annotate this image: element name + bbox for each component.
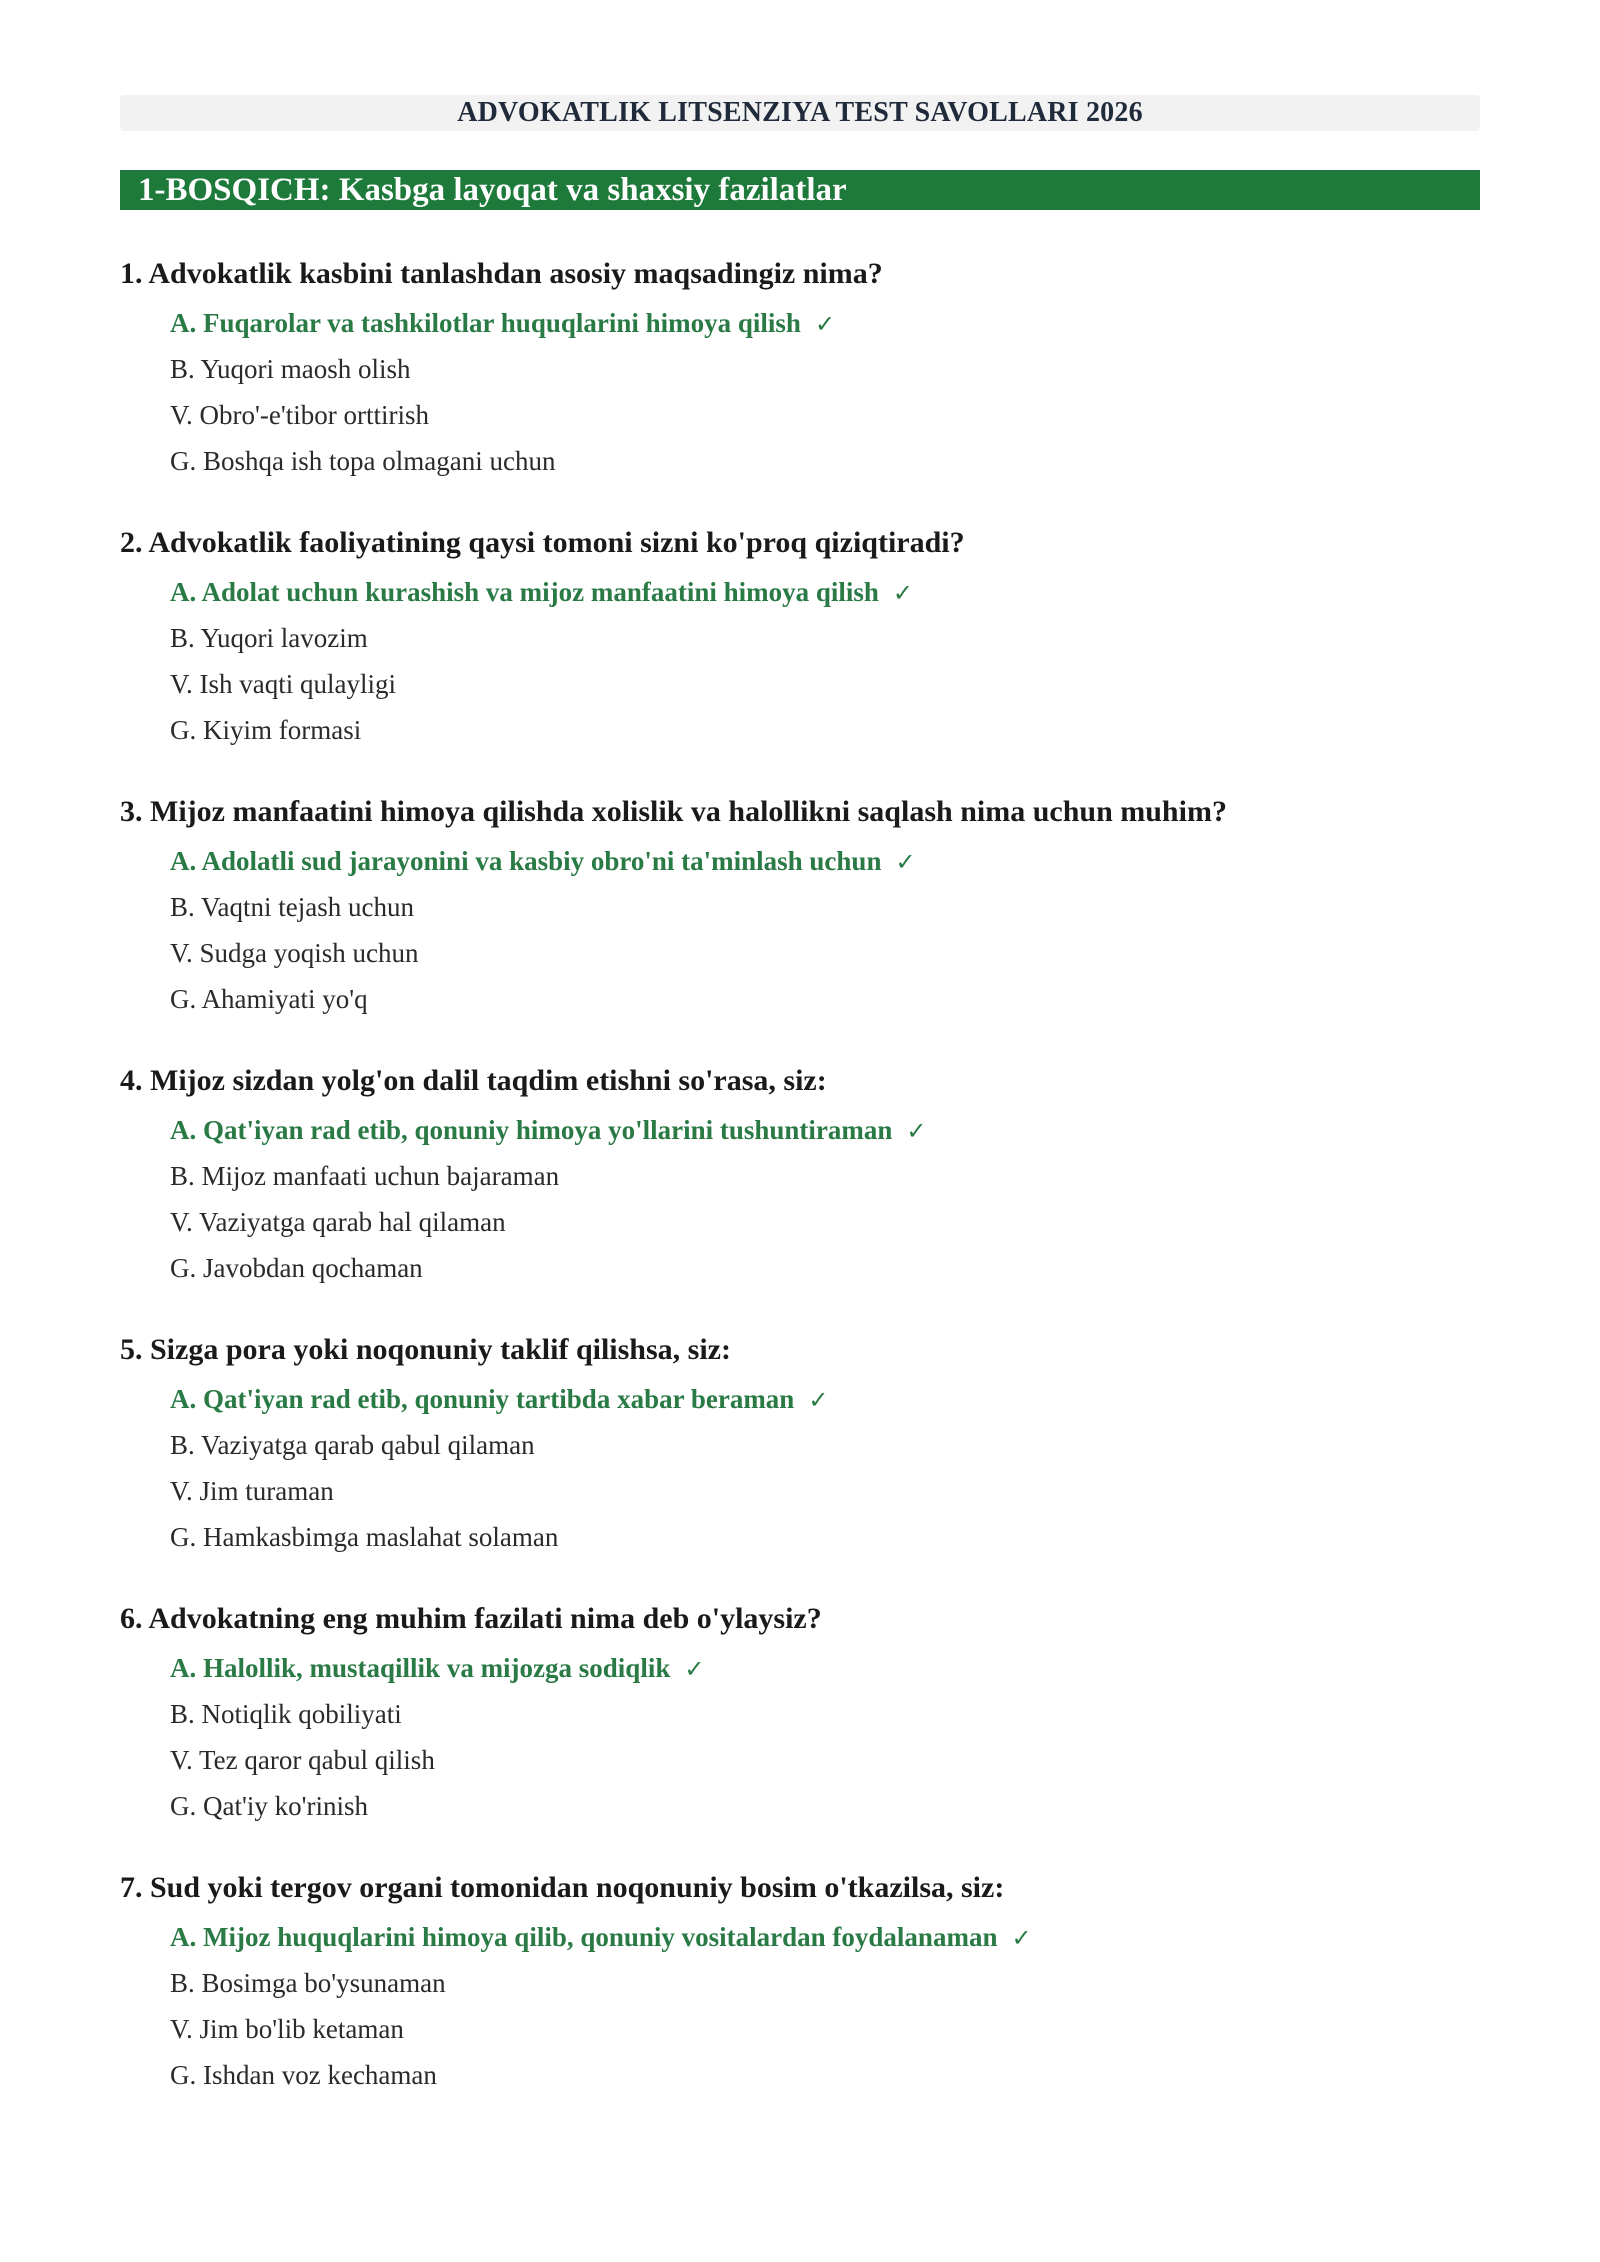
answer-option [170,346,1480,392]
answer-option-label: A. Adolatli sud jarayonini va kasbiy obro'ni ta'minlash uchun [170,846,882,876]
answer-option [170,1199,1480,1245]
answer-option-label: G. Hamkasbimga maslahat solaman [170,1522,559,1552]
answer-option-label: A. Qat'iyan rad etib, qonuniy tartibda xabar beraman [170,1384,795,1414]
answer-option-correct [170,300,1480,346]
document-title: ADVOKATLIK LITSENZIYA TEST SAVOLLARI 2026 [120,95,1480,131]
answer-option-correct [170,1914,1480,1960]
checkmark-icon: ✓ [892,579,914,607]
answer-option [170,1153,1480,1199]
answer-option-label: V. Sudga yoqish uchun [170,938,419,968]
answer-option-label: B. Mijoz manfaati uchun bajaraman [170,1161,560,1191]
answer-option-label: A. Mijoz huquqlarini himoya qilib, qonuniy vositalardan foydalanaman [170,1922,998,1952]
question-text: 3. Mijoz manfaatini himoya qilishda xolislik va halollikni saqlash nima uchun muhim? [120,795,1227,828]
answer-option-correct [170,1376,1480,1422]
answer-option [170,1783,1480,1829]
question-block [120,1599,1480,1868]
answer-option [170,2052,1480,2098]
answer-option-label: B. Vaqtni tejash uchun [170,892,414,922]
answer-option-label: A. Qat'iyan rad etib, qonuniy himoya yo'llarini tushuntiraman [170,1115,893,1145]
answer-option [170,976,1480,1022]
answer-option-label: A. Fuqarolar va tashkilotlar huquqlarini himoya qilish [170,308,801,338]
question-block [120,792,1480,1061]
answer-option-label: V. Jim turaman [170,1476,334,1506]
answer-option-label: B. Bosimga bo'ysunaman [170,1968,446,1998]
answer-option [170,1691,1480,1737]
question-list [120,254,1480,2137]
answer-option-correct [170,838,1480,884]
checkmark-icon: ✓ [1011,1924,1032,1952]
answer-option [170,707,1480,753]
answer-option-label: B. Notiqlik qobiliyati [170,1699,402,1729]
answer-option [170,392,1480,438]
answer-option [170,1514,1480,1560]
answer-option-correct [170,1645,1480,1691]
answer-option [170,930,1480,976]
answer-option-label: V. Jim bo'lib ketaman [170,2014,404,2044]
answer-option-label: G. Boshqa ish topa olmagani uchun [170,446,556,476]
answer-option-label: G. Ishdan voz kechaman [170,2060,437,2090]
question-block [120,523,1480,792]
answer-option-label: G. Ahamiyati yo'q [170,984,368,1014]
answer-option-label: G. Javobdan qochaman [170,1253,423,1283]
answer-option-label: V. Tez qaror qabul qilish [170,1745,435,1775]
checkmark-icon: ✓ [814,310,836,338]
answer-option [170,1468,1480,1514]
answer-option [170,661,1480,707]
answer-option [170,884,1480,930]
answer-option [170,2006,1480,2052]
answer-option [170,1422,1480,1468]
checkmark-icon: ✓ [808,1386,829,1414]
answer-option-label: A. Adolat uchun kurashish va mijoz manfaatini himoya qilish [170,577,879,607]
answer-option-label: A. Halollik, mustaqillik va mijozga sodiqlik [170,1653,671,1683]
checkmark-icon: ✓ [895,848,916,876]
answer-option-label: V. Vaziyatga qarab hal qilaman [170,1207,506,1237]
question-block [120,1868,1480,2137]
question-text: 2. Advokatlik faoliyatining qaysi tomoni sizni ko'proq qiziqtiradi? [120,526,965,559]
question-text: 1. Advokatlik kasbini tanlashdan asosiy maqsadingiz nima? [120,257,883,290]
question-text: 5. Sizga pora yoki noqonuniy taklif qilishsa, siz: [120,1333,731,1366]
answer-option [170,438,1480,484]
answer-option-label: B. Vaziyatga qarab qabul qilaman [170,1430,535,1460]
checkmark-icon: ✓ [684,1655,705,1683]
question-text: 6. Advokatning eng muhim fazilati nima deb o'ylaysiz? [120,1602,822,1635]
section-heading: 1-BOSQICH: Kasbga layoqat va shaxsiy fazilatlar [120,170,1480,210]
answer-option-label: V. Ish vaqti qulayligi [170,669,396,699]
answer-option [170,1245,1480,1291]
answer-option-label: B. Yuqori lavozim [170,623,368,653]
answer-option-label: V. Obro'-e'tibor orttirish [170,400,429,430]
answer-option [170,1737,1480,1783]
checkmark-icon: ✓ [906,1117,927,1145]
answer-option [170,1960,1480,2006]
question-text: 7. Sud yoki tergov organi tomonidan noqonuniy bosim o'tkazilsa, siz: [120,1871,1005,1904]
answer-option-correct [170,1107,1480,1153]
answer-option-label: B. Yuqori maosh olish [170,354,411,384]
question-block [120,1330,1480,1599]
answer-option-label: G. Qat'iy ko'rinish [170,1791,368,1821]
answer-option-label: G. Kiyim formasi [170,715,362,745]
answer-option-correct [170,569,1480,615]
answer-option [170,615,1480,661]
question-block [120,1061,1480,1330]
question-block [120,254,1480,523]
question-text: 4. Mijoz sizdan yolg'on dalil taqdim etishni so'rasa, siz: [120,1064,827,1097]
